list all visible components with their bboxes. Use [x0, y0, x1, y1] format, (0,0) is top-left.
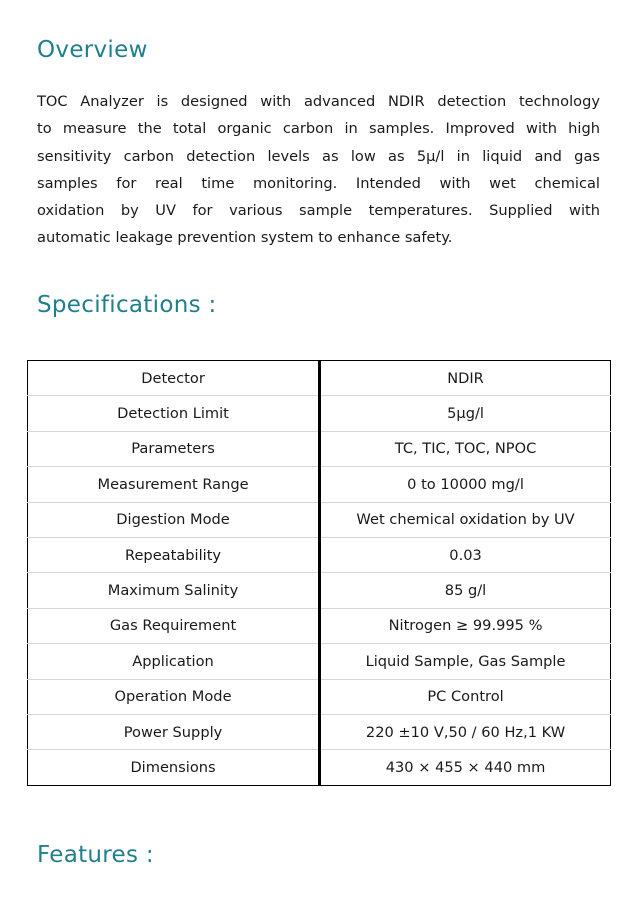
overview-heading: Overview [37, 37, 148, 63]
table-row [28, 644, 611, 679]
overview-line: automatic leakage prevention system to enhance safety. [37, 229, 453, 247]
spec-value: 85 g/l [320, 573, 611, 608]
spec-value: 5µg/l [320, 396, 611, 431]
spec-label: Application [28, 644, 320, 679]
table-row [28, 361, 611, 396]
spec-value: Liquid Sample, Gas Sample [320, 644, 611, 679]
features-heading: Features : [37, 842, 154, 868]
spec-label: Digestion Mode [28, 502, 320, 537]
specifications-table [27, 360, 611, 786]
overview-line: sensitivity carbon detection levels as low as 5µ/l in liquid and gas [37, 147, 600, 165]
spec-value: PC Control [320, 679, 611, 714]
spec-value: 220 ±10 V,50 / 60 Hz,1 KW [320, 714, 611, 749]
specifications-heading: Specifications : [37, 292, 217, 318]
overview-line: to measure the total organic carbon in samples. Improved with high [37, 120, 600, 138]
overview-paragraph [37, 88, 600, 252]
spec-label: Repeatability [28, 537, 320, 572]
spec-value: 0.03 [320, 537, 611, 572]
spec-value: TC, TIC, TOC, NPOC [320, 431, 611, 466]
spec-value: NDIR [320, 361, 611, 396]
spec-value: 0 to 10000 mg/l [320, 467, 611, 502]
table-row [28, 573, 611, 608]
overview-line: TOC Analyzer is designed with advanced NDIR detection technology [37, 93, 600, 110]
spec-label: Gas Requirement [28, 608, 320, 643]
spec-label: Detector [28, 361, 320, 396]
table-row [28, 608, 611, 643]
spec-label: Dimensions [28, 750, 320, 785]
spec-value: Wet chemical oxidation by UV [320, 502, 611, 537]
spec-label: Operation Mode [28, 679, 320, 714]
table-row [28, 467, 611, 502]
spec-label: Measurement Range [28, 467, 320, 502]
table-row [28, 431, 611, 466]
overview-line: oxidation by UV for various sample temperatures. Supplied with [37, 202, 600, 220]
spec-label: Parameters [28, 431, 320, 466]
table-row [28, 502, 611, 537]
table-row [28, 396, 611, 431]
table-row [28, 537, 611, 572]
overview-line: samples for real time monitoring. Intended with wet chemical [37, 174, 600, 192]
spec-label: Detection Limit [28, 396, 320, 431]
table-row [28, 679, 611, 714]
table-row [28, 714, 611, 749]
spec-label: Power Supply [28, 714, 320, 749]
spec-value: 430 × 455 × 440 mm [385, 758, 546, 776]
table-row [28, 750, 611, 785]
spec-label: Maximum Salinity [28, 573, 320, 608]
spec-value: Nitrogen ≥ 99.995 % [320, 608, 611, 643]
